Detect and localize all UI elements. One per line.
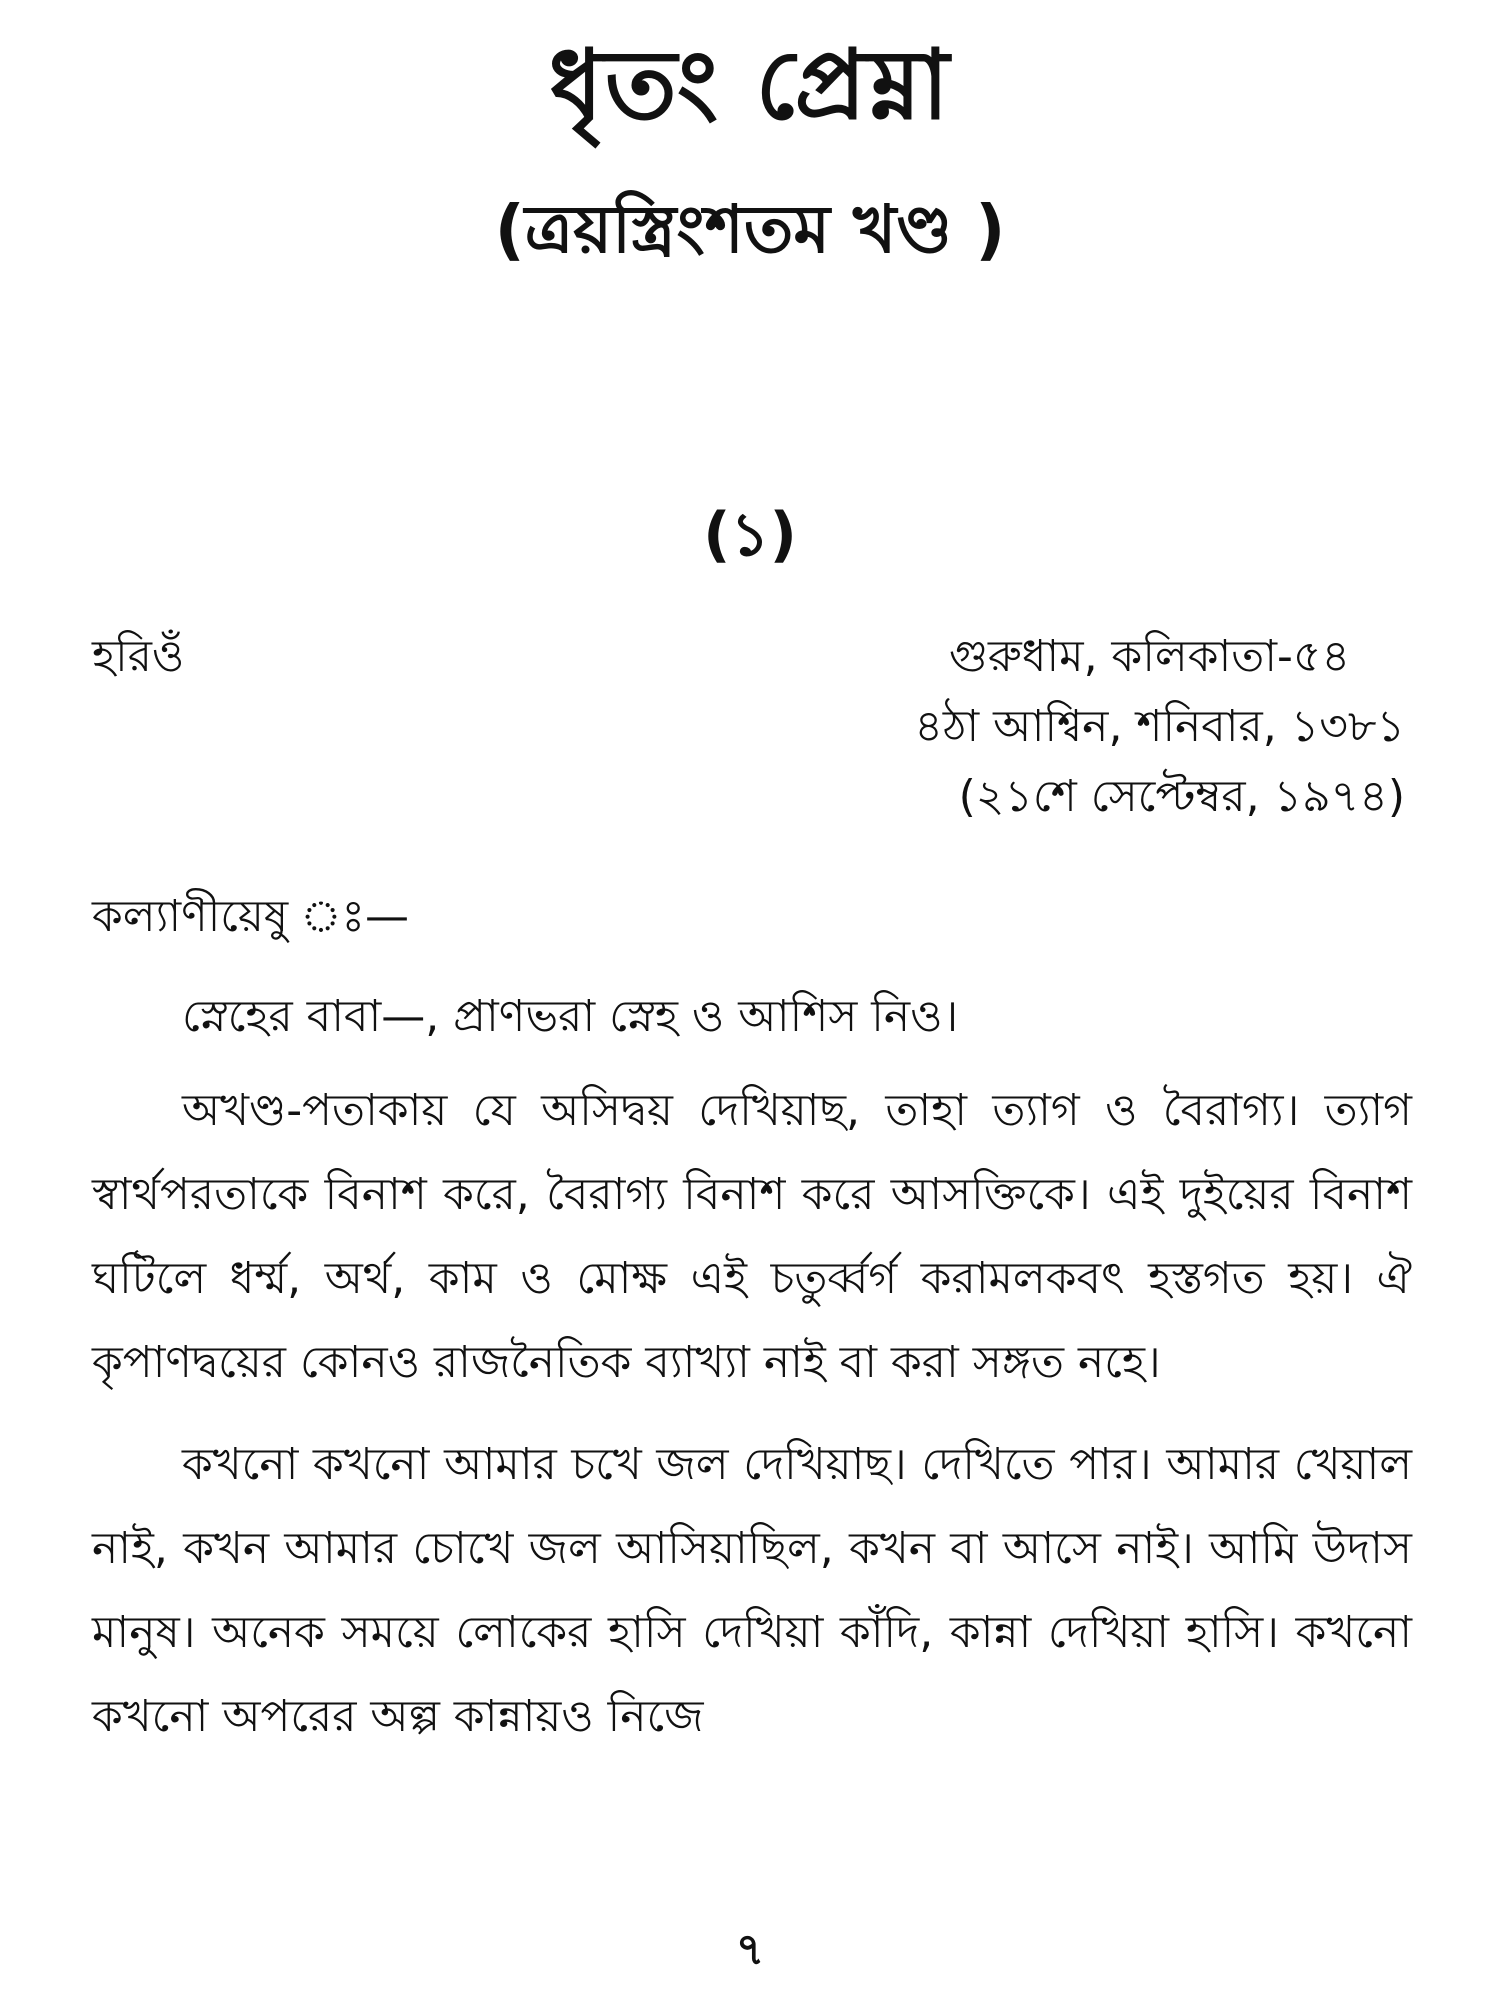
letter-place: গুরুধাম, কলিকাতা-৫৪: [948, 631, 1350, 682]
letter-greeting: হরিওঁ: [92, 631, 185, 682]
letter-salutation: কল্যাণীয়েষু ঃ—: [92, 891, 409, 942]
body-paragraph-1: স্নেহের বাবা—, প্রাণভরা স্নেহ ও আশিস নিও।: [182, 991, 959, 1042]
page-number: ৭: [735, 1924, 765, 1975]
letter-date-bengali: ৪ঠা আশ্বিন, শনিবার, ১৩৮১: [914, 701, 1405, 752]
body-paragraph-2: অখণ্ড-পতাকায় যে অসিদ্বয় দেখিয়াছ, তাহা ত্যাগ ও বৈরাগ্য। ত্যাগ স্বার্থপরতাকে বিনাশ করে, বৈরাগ্য বিনাশ করে আসক্তিকে। এই দুইয়ের বিনাশ ঘটিলে ধর্ম্ম, অর্থ, কাম ও মোক্ষ এই চতুর্ব্বর্গ করামলকবৎ হস্তগত হয়। ঐ কৃপাণদ্বয়ের কোনও রাজনৈতিক ব্যাখ্যা নাই বা করা সঙ্গত নহে।: [92, 1085, 1412, 1388]
letter-body: [92, 975, 1412, 1777]
volume-subtitle: (ত্রয়স্ত্রিংশতম খণ্ড ): [494, 191, 1006, 268]
letter-place-date: [650, 622, 1405, 832]
book-title: ধৃতং প্রেম্না: [548, 29, 952, 141]
letter-number: (১): [703, 500, 797, 570]
body-paragraph-3: কখনো কখনো আমার চখে জল দেখিয়াছ। দেখিতে পার। আমার খেয়াল নাই, কখন আমার চোখে জল আসিয়াছিল, কখন বা আসে নাই। আমি উদাস মানুষ। অনেক সময়ে লোকের হাসি দেখিয়া কাঁদি, কান্না দেখিয়া হাসি। কখনো কখনো অপরের অল্প কান্নায়ও নিজে: [92, 1439, 1412, 1742]
letter-date-english: (২১শে সেপ্টেম্বর, ১৯৭৪): [958, 771, 1405, 822]
